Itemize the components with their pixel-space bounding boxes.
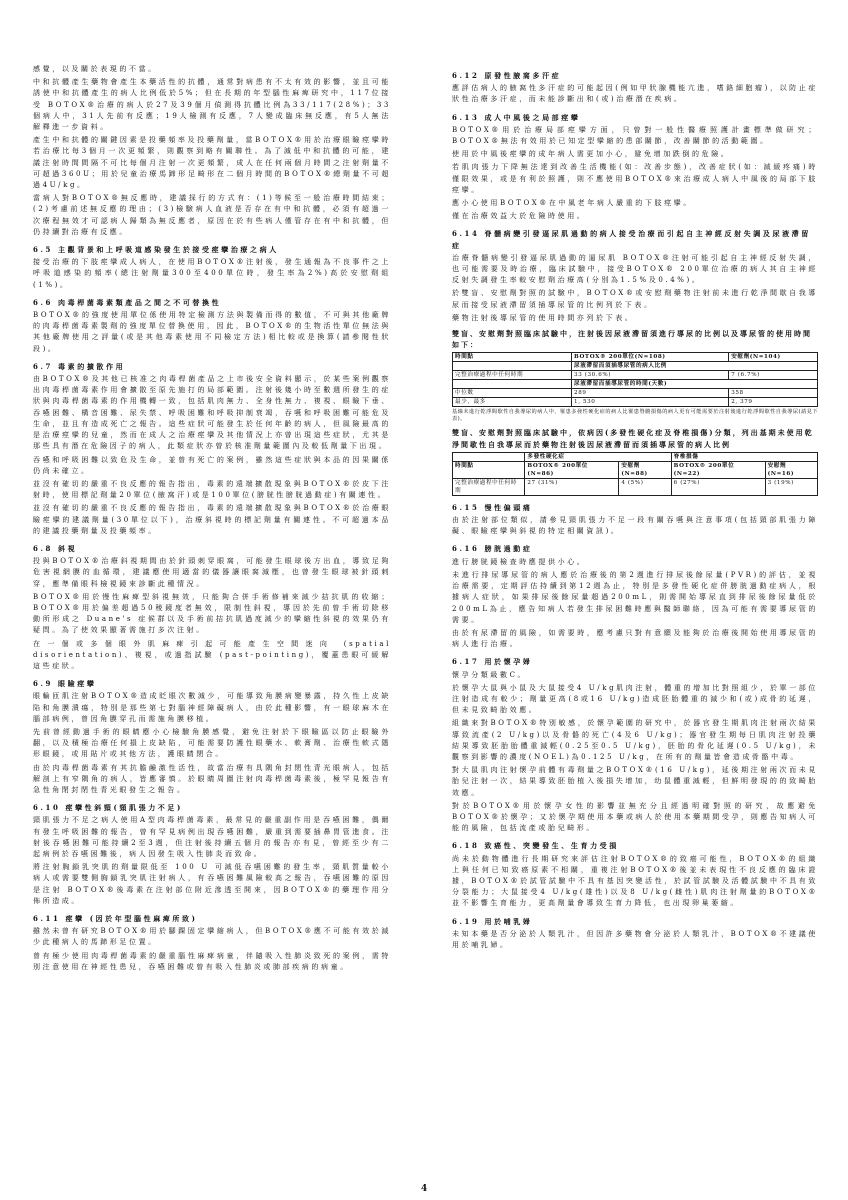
section-heading-6-13: 6.13 成人中風後之局部痙攣 — [452, 112, 581, 122]
section-heading-6-15: 6.15 慢性偏頭痛 — [452, 502, 533, 512]
paragraph: 曾有極少使用肉毒桿菌毒素的嚴重腦性麻痺病童，伴隨吸入性肺炎致死的案例，需特別注意使用在神經性患兒，吞嚥困難或曾有吸入性肺炎或肺部疾病的病童。 — [33, 951, 391, 971]
paragraph: 使用於中風後痙攣的成年病人需更加小心，避免增加跌倒的危險。 — [452, 150, 731, 159]
section-heading-6-19: 6.19 用於哺乳婦 — [452, 916, 533, 926]
paragraph: 感覺，以及關於表現的不當。 — [33, 65, 158, 73]
paragraph: BOTOX®用於治療局部痙攣方面，只曾對一般性醫療照護計畫標準做研究；BOTOX®無法有效用於已知定型攣縮的患部關節，改善關節的活動範圍。 — [452, 125, 818, 146]
paragraph: BOTOX®用於慢性麻痺型斜視無效，只能夠合併手術修補來減少拮抗肌的收縮；BOTOX®用於偏差超過50稜鏡度者無效，限制性斜視，導因於先前曾手術切除移動所形成之 Duane's 症候群以及手術前拮抗肌過度減少的攣縮性斜視的效果仍有疑問。為了使效果顯著需施打多次注射。 — [33, 592, 391, 635]
paragraph: 對大鼠肌肉注射懷孕前體有毒劑量之BOTOX®(16 U/kg)，延後期注射兩次而未見胎兒注射一次，結果導致胚胎植入後損失增加，幼鼠體重減輕，但鮮明發現的的致畸胎效應。 — [452, 766, 818, 797]
paragraph: 治療脊髓病變引發逼尿肌過動的逼尿肌 BOTOX®注射可能引起自主神經反射失調，也可能需要及時治療，臨床試驗中，接受BOTOX® 200單位治療的病人其自主神經反射失調發生率較安慰劑治療高(分別為1.5%及0.4%)。 — [452, 253, 818, 285]
paragraph: 組織來對BOTOX®特別敏感，於懷孕範圍的研究中，於器官發生期肌肉注射兩次結果導致流產(2 U/kg)以及骨骼的死亡(4及6 U/kg)；器官發生期每日肌肉注射投藥結果導致胚胎胎體重減輕(0.25至0.5 U/kg)，胚胎的骨化延遲(0.5 U/kg)，未觀察到影響的濃度(NOEL)為0.125 U/kg，在所有的劑量皆會造成骨骼中毒。 — [452, 719, 818, 761]
urinary-retention-table — [452, 352, 818, 407]
page-number: 4 — [421, 1184, 428, 1194]
table-cell: 4 (5%) — [619, 478, 671, 495]
table-caption: 雙盲、安慰劑對照臨床試驗中，依病因(多發性硬化症及脊椎損傷)分類，列出基期未使用乾淨間歇性自我導尿而於藥物注射後因尿液滯留而須插導尿管的病人比例 — [452, 428, 814, 449]
paragraph: 並沒有確切的嚴重不良反應的報告指出，毒素的遠端擴散現象與BOTOX®於皮下注射時，使用標記劑量20單位(腋窩汗)或是100單位(膀胱性膀胱過動症)有關連性。 — [33, 479, 391, 500]
table-cell: 3 (19%) — [765, 478, 817, 495]
table-cell: 中位數 — [453, 389, 572, 398]
paragraph: 將注射胸鎖乳突肌的劑量限低至 100 U 可減低吞嚥困難的發生率，頸肌質量較小病人或需要雙側胸鎖乳突肌注射病人，有吞嚥困難風險較高之報告，吞嚥困難的原因是注射 BOTOX®後毒素在注射部位附近滲透至開來，因BOTOX®的藥理作用分佈所造成。 — [33, 863, 391, 905]
section-heading-6-12: 6.12 原發性腋窩多汗症 — [452, 71, 562, 80]
section-heading-6-9: 6.9 眼瞼痙攣 — [33, 679, 97, 689]
paragraph: 投與BOTOX®治療斜視期間由於針頭刺穿眼窩，可能發生眼球後方出血，導致足夠危害視網膜的血循環，建議應使用適當的儀器讓眼窩減壓，也曾發生眼球被針頭刺穿，應準備眼科檢視鏡來診斷此種情況。 — [33, 557, 391, 588]
paragraph: 並沒有確切的嚴重不良反應的報告指出，毒素的遠端擴散現象與BOTOX®於治療眼瞼痙攣的建議劑量(30單位以下)，治療斜視時的標記劑量有關連性。不可超過本品的建議投藥劑量及投藥頻率。 — [33, 504, 391, 535]
table-note: 基線未進行乾淨間歇性自我導尿的病人中，罹患多發性硬化症的病人比罹患脊髓損傷的病人更有可能需要於注射後進行乾淨間歇性自我導尿(請見下表)。 — [452, 409, 818, 423]
section-heading-6-14: 6.14 脊髓病變引發逼尿肌過動的病人接受治療而引起自主神經反射失調及尿液滯留症 — [452, 229, 811, 250]
table-subheader: 尿液滯留而插導尿管的時間(天數) — [572, 380, 818, 389]
table-cell: 完整治療過程中任何時期 — [453, 371, 572, 380]
right-column — [452, 64, 818, 953]
section-heading-6-17: 6.17 用於懷孕婦 — [452, 657, 533, 667]
paragraph: 若肌肉張力下降無法達到改善生活機能(如：改善步態)，改善症狀(如：減緩疼痛)時僅限效果，或是有利於照護，則不應使用BOTOX®來治療成人病人中風後的局部下肢痙攣。 — [452, 163, 818, 194]
table-caption: 雙盲、安慰劑對照臨床試驗中，注射後因尿液滯留須進行導尿的比例以及導尿管的使用時間如下： — [452, 329, 812, 350]
paragraph: 應小心使用BOTOX®在中風老年病人嚴重的下肢痙攣。 — [452, 199, 693, 208]
paragraph: 應評估病人的腋窩性多汗症的可能起因(例如甲狀腺機能亢進，嗜鉻細胞瘤)，以防止症狀性治療多汗症，而未能診斷出和(或)治療潛在疾病。 — [452, 84, 818, 104]
paragraph: 眼輪匝肌注射BOTOX®造成眨眼次數減少，可能導致角膜病變暴露，持久性上皮缺陷和角膜潰瘍，特別是那些第七對腦神經障礙病人，由於此種影響，有一眼球麻木在腦部病例，曾因角膜穿孔而需施角膜移植。 — [33, 692, 391, 723]
paragraph: 於雙盲、安慰劑對照的試驗中，BOTOX®或安慰劑藥物注射前未進行乾淨間歇自我導尿而接受尿液滯留須插導尿管的比例列於下表。 — [452, 289, 818, 309]
section-heading-6-6: 6.6 肉毒桿菌毒素類產品之間之不可替換性 — [33, 297, 222, 307]
section-heading-6-7: 6.7 毒素的擴散作用 — [33, 361, 126, 371]
paragraph: 在一個或多個眼外肌麻痺引起可能產生空間迷向 (spatial disorientation)、複視，或過指試驗 (past-pointing)，覆蓋患眼可緩解這些症狀。 — [33, 639, 391, 670]
table-subheader: 尿液滯留而須插導尿管的病人比例 — [572, 362, 818, 371]
table-header: BOTOX® 200單位(N=108) — [572, 353, 729, 362]
table-header: 時間點 — [453, 461, 525, 478]
section-heading-6-16: 6.16 膀胱過動症 — [452, 544, 533, 554]
table-cell: 358 — [729, 389, 818, 398]
table-header: 安慰劑 (N=88) — [619, 461, 671, 478]
table-cell: 1, 530 — [572, 398, 729, 407]
table-cell — [453, 362, 572, 371]
table-cell: 2, 379 — [729, 398, 818, 407]
paragraph: 產生中和抗體的關鍵因素是投藥頻率及投藥劑量，當BOTOX®用於治療眼瞼痙攣時若治療比每3個月一次更頻繁，則觀察到略有關聯性。為了減低中和抗體的可能，建議注射時間間隔不可比每個月注射一次更頻繁，成人在任何兩個月時間之注射劑量不可超過360U；用於兒童治療馬蹄形足畸形在二個月時間的BOTOX®總劑量不可超過4U/kg。 — [33, 136, 391, 190]
table-cell: 33 (30.6%) — [572, 371, 729, 380]
paragraph: 頸肌張力不足之病人使用A型肉毒桿菌毒素，最常見的嚴重副作用是吞嚥困難，偶爾有發生呼吸困難的報告，曾有罕見病例出現吞嚥困難，嚴重到需要插鼻胃管進食。注射後吞嚥困難可能持續2至3週，但注射後持續五個月的報告亦有見，曾經至少有二起病例於吞嚥困難後，病人因發生吸入性肺炎而致命。 — [33, 816, 391, 858]
paragraph: 懷孕分類級數C。 — [452, 670, 528, 679]
table-header: BOTOX® 200單位 (N=22) — [671, 461, 765, 478]
table-row — [453, 389, 818, 398]
table-cell — [453, 380, 572, 389]
table-cell: 完整治療過程中任何時期 — [453, 478, 525, 495]
section-heading-6-5: 6.5 主觀背景和上呼吸道感染發生於接受痙攣治療之病人 — [33, 245, 279, 255]
paragraph: 由BOTOX®及其他已核准之肉毒桿菌產品之上市後安全資料顯示，於某些案例觀察出肉毒桿菌毒素作用會擴散至原先施打的局部範圍。注射後幾小時至數週所發生的症狀與肉毒桿菌毒素的作用機轉一致，包括肌肉無力、全身性無力、複視、眼瞼下垂、吞嚥困難、構音困難、尿失禁、呼吸困難和呼吸抑制衰竭，吞嚥和呼吸困難可能危及生命，並且有造成死亡之報告。這些症狀可能發生於任何年齡的病人，但風險最高的是治療痙攣的兒童，然而在成人之治療痙攣及其他情況上亦曾出現這些症狀，尤其是那些具有潛在危險因子的病人，此類症狀亦曾於核准劑量範圍內及較低劑量下出現。 — [33, 375, 391, 451]
section-heading-6-11: 6.11 痙攣 (因於年型腦性麻痺所致) — [33, 914, 198, 924]
paragraph: 尚未於動物體進行長期研究來評估注射BOTOX®的致癌可能性，BOTOX®的組織上與任何已知致癌原素不相關，重複注射BOTOX®後並未表現性不良反應的臨床證據，BOTOX®於試管試驗中不具有基因突變活性，於試管試驗及活體試驗中不具有致分裂能力；大鼠接受4 U/kg(雄性)以及8 U/kg(雌性)肌肉注射劑量的BOTOX®並不影響生育能力，更高劑量會導致生育力降低，也出現卵巢萎縮。 — [452, 854, 818, 908]
paragraph: 由於注射部位類似，請參見頸肌張力不足一段有關吞嚥與注意事項(包括頸部肌張力障礙、眼瞼痙攣與斜視的特定相關資訊)。 — [452, 516, 818, 536]
table-cell: 7 (6.7%) — [729, 371, 818, 380]
table-cell: 6 (27%) — [671, 478, 765, 495]
section-heading-6-18: 6.18 致癌性、突變發生、生育力受損 — [452, 841, 619, 851]
table-row — [453, 478, 818, 495]
table-row — [453, 398, 818, 407]
table-header: 時間點 — [453, 353, 572, 362]
section-heading-6-10: 6.10 痙攣性斜頸(頸肌張力不足) — [33, 803, 183, 813]
paragraph: 進行膀胱鏡檢查時應提供小心。 — [452, 557, 587, 566]
table-header: 安慰劑 (N=16) — [765, 461, 817, 478]
table-cell: 289 — [572, 389, 729, 398]
table-header: BOTOX® 200單位 (N=86) — [525, 461, 619, 478]
paragraph: 未進行排尿導尿管的病人應於治療後的第2週進行排尿後餘尿量(PVR)的評估，並視治療需要，定期評估持續到第12週為止，特別是多發性硬化症併膀胱過動症病人，根據病人症狀，如果排尿後餘尿量超過200mL，則需開始導尿直到排尿後餘尿量低於200mL為止，應告知病人若發生排尿困難時應與醫師聯絡，因為可能有需要導尿管的需要。 — [452, 570, 818, 624]
paragraph: 接受治療的下肢痙攣成人病人，在使用BOTOX®注射後，發生通報為不良事件之上呼吸道感染的頻率(總注射劑量300至400單位時，發生率為2%)高於安慰劑組(1%)。 — [33, 258, 391, 289]
table-cell: 最少，最多 — [453, 398, 572, 407]
paragraph: 吞嚥和呼吸困難以致危及生命，並曾有死亡的案例，雖然這些症狀與本品的因果關係仍尚未確立。 — [33, 455, 391, 475]
paragraph: 先前曾經動過手術的眼睛應小心檢驗角膜感覺，避免注射於下眼瞼區以防止眼瞼外翻，以及積極治療任何損上皮缺陷，可能需要防護性眼藥水、軟膏劑、治療性軟式隱形眼鏡，或用貼片或其他方法，護眼睛閉合。 — [33, 727, 391, 759]
paragraph: 於懷孕大鼠與小鼠及大鼠接受4 U/kg肌肉注射，體重的增加比對照組少，於單一部位注射造成有較少；劑量更高(8或16 U/kg)造成胚胎體重的減少和(或)成骨的延遲，但未見致畸胎效應。 — [452, 683, 818, 715]
paragraph: 對於BOTOX®用於懷孕女性的影響並無充分且經過明確對照的研究，故應避免BOTOX®於懷孕；又於懷孕期使用本藥或病人於使用本藥期間受孕，則應告知病人可能的風險，包括流產或胎兒畸形。 — [452, 801, 818, 833]
section-heading-6-8: 6.8 斜視 — [33, 543, 78, 553]
paragraph: 中和抗體產生藥物會產生本藥活性的抗體，通常對病患有不太有效的影響，並且可能誘使中和抗體產生的病人比例低於5%；但在長期的年型腦性麻痺研究中，117位接受 BOTOX®治療的病人於27及39個月偵測得抗體比例為33/117(28%)；33個病人中，31人先前有反應；19人檢測有反應，7人變成臨床無反應，有5人無法解釋進一步資料。 — [33, 78, 391, 132]
paragraph: 當病人對BOTOX®無反應時，建議採行的方式有：(1)等候至一般治療時間結束；(2)考慮前述無反應的理由；(3)檢驗病人血液是否存在有中和抗體，必須有超過一次療程無效才可認病人歸類為無反應者，原因在於有些病人僅管存在有中和抗體，但仍持續對治療有反應。 — [33, 194, 391, 236]
left-column — [33, 64, 391, 975]
table-cell — [453, 452, 525, 461]
table-row — [453, 371, 818, 380]
table-header: 多發性硬化症 — [525, 452, 671, 461]
paragraph: 雖然未曾有研究BOTOX®用於腳踝固定攣縮病人，但BOTOX®應不可能有效於減少此種病人的馬蹄形足位置。 — [33, 927, 391, 947]
table-header: 脊椎損傷 — [671, 452, 817, 461]
paragraph: BOTOX®的強度使用單位係使用特定檢測方法與製備而得的數值，不可與其他廠牌的肉毒桿菌毒素製劑的強度單位替換使用，因此，BOTOX®的生物活性單位無法與其他廠牌使用之評量(或是其他毒素使用不同檢定方法)相比較或是換算(請參閱性狀段)。 — [33, 311, 391, 353]
paragraph: 由於肉毒桿菌毒素有其抗膽鹼激性活性，故當治療有具隅角封閉性青光眼病人，包括解剖上有窄隅角的病人，皆應審慎。於眼睛周圍注射肉毒桿菌毒素後，極罕見報告有急性角閉封閉性青光眼發生之報告。 — [33, 763, 391, 794]
paragraph: 由於有尿滯留的風險，如需要時，應考慮只對有意願及能夠於治療後開始使用導尿管的病人進行治療。 — [452, 628, 818, 649]
paragraph: 僅在治療效益大於危險時使用。 — [452, 212, 587, 221]
paragraph: 未知本藥是否分泌於人類乳汁，但因許多藥物會分泌於人類乳汁，BOTOX®不建議使用於哺乳婦。 — [452, 929, 818, 949]
etiology-table — [452, 452, 818, 496]
table-cell: 27 (31%) — [525, 478, 619, 495]
paragraph: 藥物注射後導尿管的使用時間亦列於下表。 — [452, 313, 635, 322]
table-header: 安慰劑(N=104) — [729, 353, 818, 362]
